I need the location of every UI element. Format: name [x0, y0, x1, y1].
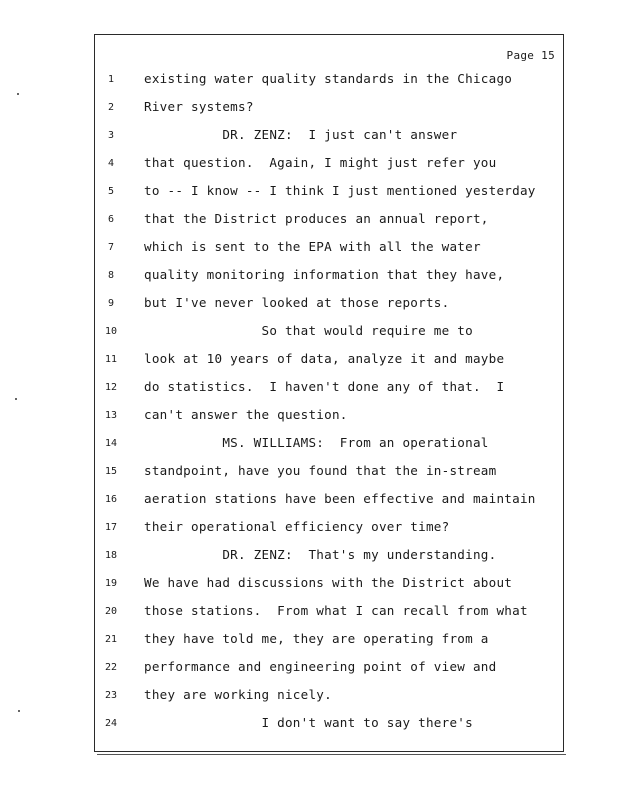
transcript-line	[95, 631, 565, 651]
line-text: I don't want to say there's	[144, 715, 473, 730]
line-text: DR. ZENZ: I just can't answer	[144, 127, 458, 142]
transcript-line	[95, 323, 565, 343]
line-number: 15	[104, 466, 118, 477]
line-text: existing water quality standards in the Chicago	[144, 71, 513, 86]
transcript-line	[95, 687, 565, 707]
line-number: 23	[104, 690, 118, 701]
line-text: but I've never looked at those reports.	[144, 295, 450, 310]
transcript-line	[95, 127, 565, 147]
transcript-line	[95, 267, 565, 287]
line-text: We have had discussions with the District about	[144, 575, 513, 590]
transcript-line	[95, 463, 565, 483]
line-number: 5	[107, 186, 115, 197]
transcript-line	[95, 295, 565, 315]
line-number: 17	[104, 522, 118, 533]
transcript-line	[95, 519, 565, 539]
line-number: 7	[107, 242, 115, 253]
transcript-line	[95, 211, 565, 231]
line-number: 18	[104, 550, 118, 561]
line-number: 4	[107, 158, 115, 169]
line-text: which is sent to the EPA with all the water	[144, 239, 481, 254]
transcript-line	[95, 575, 565, 595]
transcript-line	[95, 659, 565, 679]
line-number: 10	[104, 326, 118, 337]
line-text: that question. Again, I might just refer you	[144, 155, 497, 170]
line-text: they have told me, they are operating from a	[144, 631, 489, 646]
transcript-line	[95, 239, 565, 259]
line-number: 14	[104, 438, 118, 449]
line-number: 6	[107, 214, 115, 225]
transcript-line	[95, 351, 565, 371]
transcript-page	[94, 34, 564, 752]
line-text: River systems?	[144, 99, 254, 114]
scan-speck	[18, 710, 20, 712]
line-text: standpoint, have you found that the in-stream	[144, 463, 497, 478]
line-number: 2	[107, 102, 115, 113]
transcript-line	[95, 155, 565, 175]
line-text: to -- I know -- I think I just mentioned yesterday	[144, 183, 536, 198]
line-number: 3	[107, 130, 115, 141]
line-number: 12	[104, 382, 118, 393]
line-number: 1	[107, 74, 115, 85]
line-text: quality monitoring information that they have,	[144, 267, 505, 282]
line-text: that the District produces an annual report,	[144, 211, 489, 226]
transcript-line	[95, 491, 565, 511]
transcript-line	[95, 183, 565, 203]
line-text: do statistics. I haven't done any of that. I	[144, 379, 505, 394]
line-text: look at 10 years of data, analyze it and maybe	[144, 351, 505, 366]
line-number: 11	[104, 354, 118, 365]
line-text: can't answer the question.	[144, 407, 348, 422]
transcript-line	[95, 379, 565, 399]
transcript-line	[95, 547, 565, 567]
line-text: MS. WILLIAMS: From an operational	[144, 435, 489, 450]
line-text: those stations. From what I can recall from what	[144, 603, 528, 618]
line-text: performance and engineering point of view and	[144, 659, 497, 674]
line-number: 22	[104, 662, 118, 673]
line-number: 21	[104, 634, 118, 645]
transcript-line	[95, 603, 565, 623]
transcript-line	[95, 435, 565, 455]
transcript-line	[95, 715, 565, 735]
transcript-line	[95, 71, 565, 91]
line-number: 20	[104, 606, 118, 617]
scan-speck	[15, 398, 17, 400]
line-text: aeration stations have been effective and maintain	[144, 491, 536, 506]
transcript-line	[95, 407, 565, 427]
scan-speck	[17, 93, 19, 95]
line-number: 19	[104, 578, 118, 589]
line-number: 24	[104, 718, 118, 729]
line-text: they are working nicely.	[144, 687, 332, 702]
line-text: So that would require me to	[144, 323, 473, 338]
line-text: their operational efficiency over time?	[144, 519, 450, 534]
line-number: 9	[107, 298, 115, 309]
line-number: 13	[104, 410, 118, 421]
line-number: 8	[107, 270, 115, 281]
line-text: DR. ZENZ: That's my understanding.	[144, 547, 497, 562]
transcript-line	[95, 99, 565, 119]
line-number: 16	[104, 494, 118, 505]
page-number: Page 15	[506, 49, 555, 62]
